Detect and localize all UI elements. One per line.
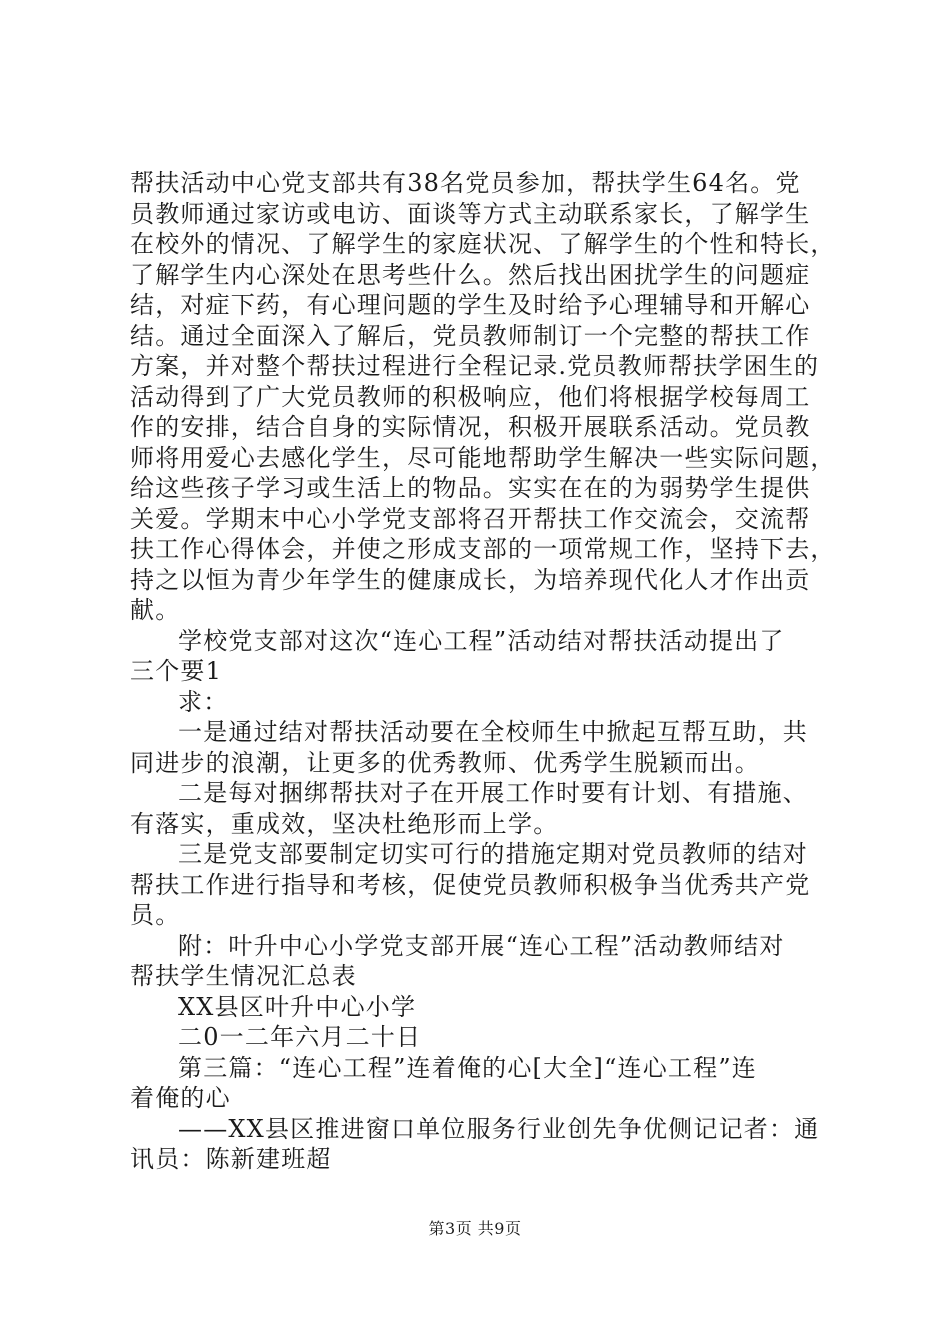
text-line: 附：叶升中心小学党支部开展“连心工程”活动教师结对 bbox=[178, 931, 785, 960]
text-line: 二是每对捆绑帮扶对子在开展工作时要有计划、有措施、 bbox=[178, 779, 808, 807]
text-line: 关爱。学期末中心小学党支部将召开帮扶工作交流会，交流帮 bbox=[130, 504, 811, 533]
text-line: 帮扶活动中心党支部共有38名党员参加，帮扶学生64名。党 bbox=[130, 169, 801, 197]
text-line: 师将用爱心去感化学生，尽可能地帮助学生解决一些实际问题， bbox=[130, 443, 836, 472]
text-line: 着俺的心 bbox=[130, 1084, 231, 1112]
text-line: 扶工作心得体会，并使之形成支部的一项常规工作，坚持下去， bbox=[130, 535, 836, 563]
text-line: ——XX县区推进窗口单位服务行业创先争优侧记记者：通 bbox=[178, 1114, 820, 1143]
text-line: 二0一二年六月二十日 bbox=[178, 1023, 422, 1051]
text-line: 结。通过全面深入了解后，党员教师制订一个完整的帮扶工作 bbox=[130, 321, 811, 350]
text-line: XX县区叶升中心小学 bbox=[178, 992, 417, 1021]
document-body bbox=[130, 168, 835, 1175]
text-line: 三是党支部要制定切实可行的措施定期对党员教师的结对 bbox=[178, 840, 808, 868]
text-line: 求： bbox=[178, 687, 229, 716]
page-footer: 第3页 共9页 bbox=[428, 1219, 522, 1238]
text-line: 帮扶学生情况汇总表 bbox=[130, 962, 357, 990]
text-line: 持之以恒为青少年学生的健康成长，为培养现代化人才作出贡 bbox=[130, 565, 811, 594]
text-line: 员。 bbox=[130, 901, 181, 929]
text-line: 方案，并对整个帮扶过程进行全程记录.党员教师帮扶学困生的 bbox=[130, 352, 820, 380]
text-line: 学校党支部对这次“连心工程”活动结对帮扶活动提出了 bbox=[178, 626, 785, 655]
text-line: 员教师通过家访或电访、面谈等方式主动联系家长，了解学生 bbox=[130, 199, 811, 228]
text-line: 第三篇：“连心工程”连着俺的心[大全]“连心工程”连 bbox=[178, 1053, 758, 1082]
text-line: 了解学生内心深处在思考些什么。然后找出困扰学生的问题症 bbox=[130, 260, 811, 289]
text-line: 帮扶工作进行指导和考核，促使党员教师积极争当优秀共产党 bbox=[130, 870, 811, 899]
text-line: 有落实，重成效，坚决杜绝形而上学。 bbox=[130, 809, 559, 838]
body-text bbox=[130, 168, 835, 1175]
text-line: 一是通过结对帮扶活动要在全校师生中掀起互帮互助，共 bbox=[178, 718, 808, 746]
text-line: 在校外的情况、了解学生的家庭状况、了解学生的个性和特长， bbox=[130, 230, 836, 258]
text-line: 三个要1 bbox=[130, 657, 223, 685]
text-line: 同进步的浪潮，让更多的优秀教师、优秀学生脱颖而出。 bbox=[130, 748, 760, 777]
text-line: 结，对症下药，有心理问题的学生及时给予心理辅导和开解心 bbox=[130, 291, 811, 319]
text-line: 作的安排，结合自身的实际情况，积极开展联系活动。党员教 bbox=[130, 413, 811, 441]
text-line: 讯员：陈新建班超 bbox=[130, 1145, 332, 1173]
text-line: 献。 bbox=[130, 596, 181, 624]
text-line: 给这些孩子学习或生活上的物品。实实在在的为弱势学生提供 bbox=[130, 474, 811, 502]
text-line: 活动得到了广大党员教师的积极响应，他们将根据学校每周工 bbox=[130, 382, 811, 411]
